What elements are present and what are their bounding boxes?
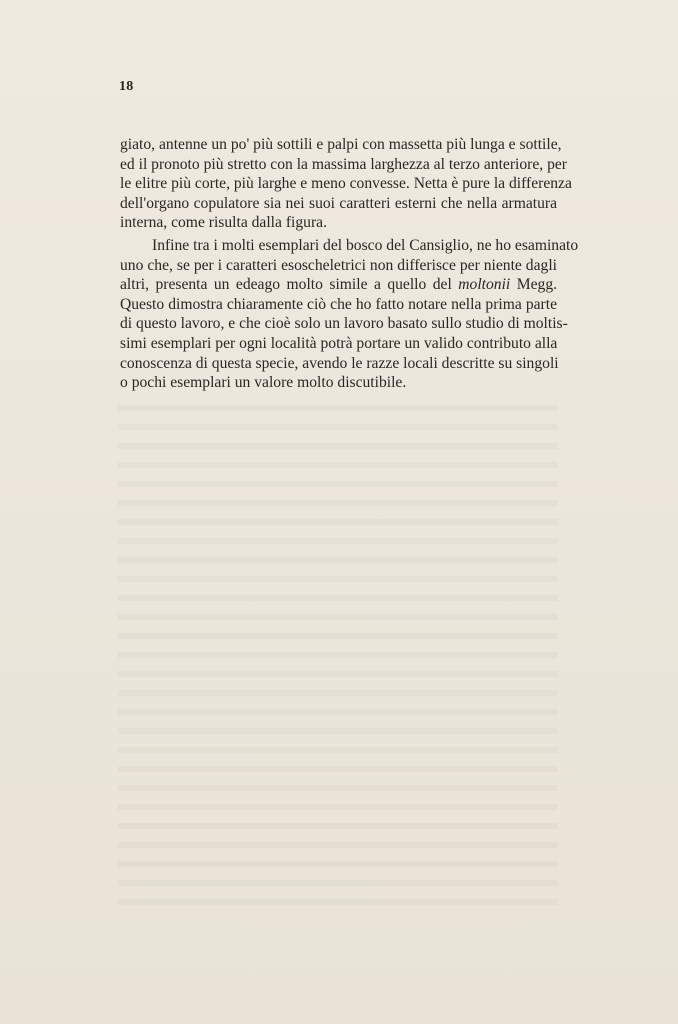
paragraph-2-line-text: altri, presenta un edeago molto simile a quello del [120,276,452,294]
paragraph-2-line: Infine tra i molti esemplari del bosco del Cansiglio, ne ho esaminato [152,236,579,254]
paragraph-2-line-with-species [120,275,557,295]
paragraph-2-line: o pochi esemplari un valore molto discutibile. [120,374,407,392]
paragraph-1-line: le elitre più corte, più larghe e meno convesse. Netta è pure la differenza [120,175,572,193]
page-number: 18 [119,79,134,94]
body-text [120,135,579,393]
paragraph-1-line: giato, antenne un po' più sottili e palpi con massetta più lunga e sottile, [120,136,562,153]
paragraph-2-line: Questo dimostra chiaramente ciò che ho fatto notare nella prima parte [120,295,557,313]
paragraph-2-line: simi esemplari per ogni località potrà portare un valido contributo alla [120,334,558,352]
paragraph-1-line: ed il pronoto più stretto con la massima larghezza al terzo anteriore, per [120,155,567,173]
species-author: Megg. [516,276,558,294]
paragraph-2-line: di questo lavoro, e che cioè solo un lavoro basato sullo studio di moltis- [120,315,568,333]
show-through-background [118,392,558,912]
paragraph-1-line: interna, come risulta dalla figura. [120,214,327,232]
paragraph-1-line: dell'organo copulatore sia nei suoi caratteri esterni che nella armatura [120,194,557,212]
paragraph-2-line: uno che, se per i caratteri esoscheletrici non differisce per niente dagli [120,256,557,274]
paragraph-2-line: conoscenza di questa specie, avendo le razze locali descritte su singoli [120,354,559,372]
species-name: moltonii [458,276,511,294]
